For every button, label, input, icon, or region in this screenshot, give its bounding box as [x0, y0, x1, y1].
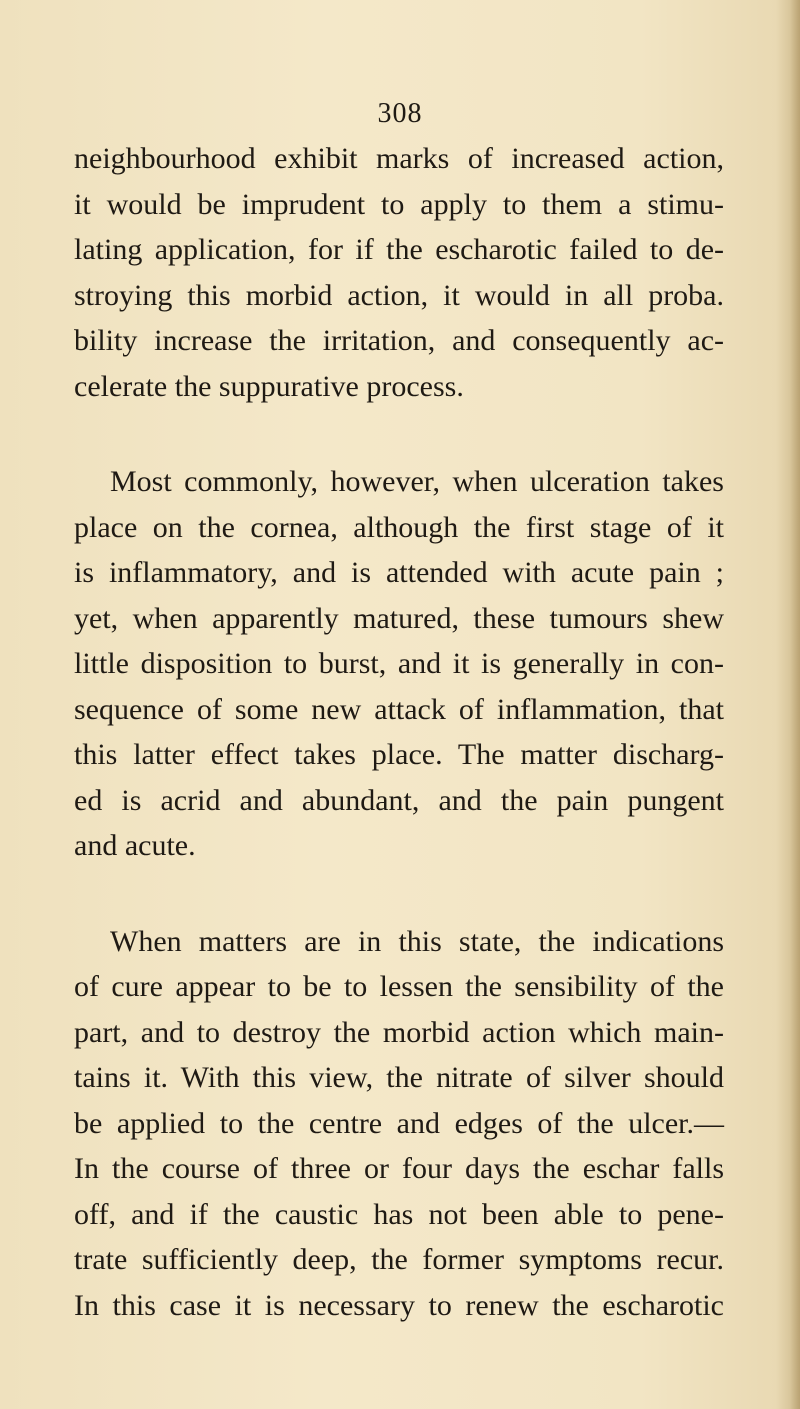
text-line: stroying this morbid action, it would in all proba. — [74, 278, 724, 312]
text-line: celerate the suppurative process. — [74, 369, 464, 403]
text-line: lating application, for if the escharotic failed to de- — [74, 233, 724, 266]
text-line: In this case it is necessary to renew the escharotic — [74, 1288, 724, 1322]
text-line: sequence of some new attack of inflammation, that — [74, 692, 724, 726]
paragraph-1 — [74, 136, 724, 409]
text-line: tains it. With this view, the nitrate of silver should — [74, 1061, 724, 1094]
page-number: 308 — [377, 98, 423, 129]
text-line: trate sufficiently deep, the former symptoms recur. — [74, 1243, 724, 1276]
text-line: ed is acrid and abundant, and the pain pungent — [74, 783, 724, 817]
paragraph-3 — [74, 919, 724, 1329]
paragraph-gap — [74, 869, 724, 919]
text-line: this latter effect takes place. The matter discharg- — [74, 738, 724, 771]
text-line: be applied to the centre and edges of the ulcer.— — [74, 1106, 724, 1140]
text-line: yet, when apparently matured, these tumours shew — [74, 601, 724, 635]
paragraph-gap — [74, 409, 724, 459]
text-line: neighbourhood exhibit marks of increased action, — [74, 142, 724, 175]
paragraph-2 — [74, 459, 724, 869]
text-line: little disposition to burst, and it is generally in con- — [74, 647, 724, 680]
text-line: of cure appear to be to lessen the sensibility of the — [74, 970, 724, 1003]
text-line: When matters are in this state, the indications — [110, 924, 724, 958]
text-line: and acute. — [74, 829, 196, 862]
text-line: In the course of three or four days the eschar falls — [74, 1152, 724, 1185]
text-line: it would be imprudent to apply to them a stimu- — [74, 187, 724, 221]
text-line: bility increase the irritation, and consequently ac- — [74, 324, 724, 357]
text-line: off, and if the caustic has not been able to pene- — [74, 1197, 724, 1231]
text-line: place on the cornea, although the first stage of it — [74, 510, 724, 544]
text-line: is inflammatory, and is attended with acute pain ; — [74, 556, 724, 589]
text-line: part, and to destroy the morbid action which main- — [74, 1015, 724, 1049]
body-text — [74, 136, 724, 1328]
text-line: Most commonly, however, when ulceration takes — [110, 465, 724, 498]
